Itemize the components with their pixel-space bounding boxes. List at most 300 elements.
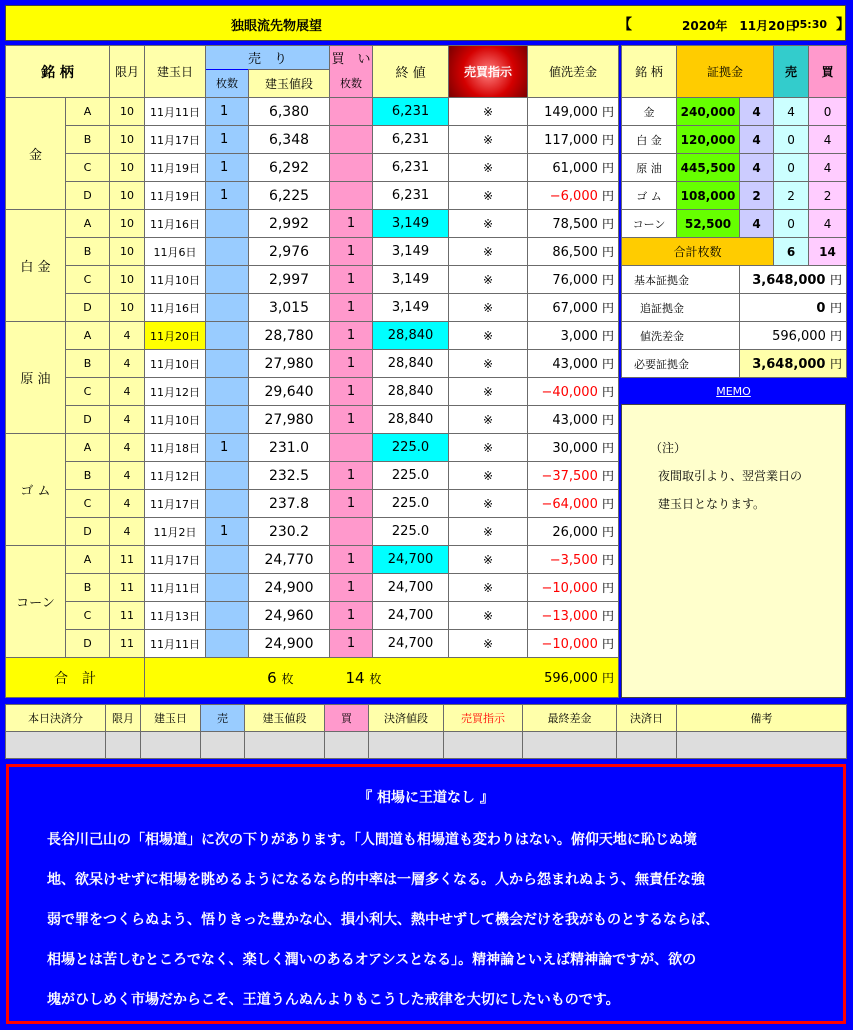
- row-signal[interactable]: ※: [449, 490, 528, 518]
- margin-buy: 4: [809, 154, 847, 182]
- settle-header: 売買指示: [444, 705, 523, 732]
- row-buy-count: 1: [330, 602, 373, 630]
- row-month: 4: [110, 490, 145, 518]
- yen-unit: 円: [602, 581, 615, 595]
- yen-unit: 円: [602, 671, 615, 685]
- yen-unit: 円: [602, 189, 615, 203]
- basic-margin: [740, 266, 847, 294]
- margin-row: [622, 98, 847, 126]
- totals-spacer: [449, 658, 528, 698]
- settle-cell[interactable]: [325, 732, 369, 759]
- yen-unit: 円: [602, 469, 615, 483]
- row-open-date: 11月11日: [145, 630, 206, 658]
- row-month: 11: [110, 546, 145, 574]
- totals-buy-value: 14: [345, 668, 365, 687]
- row-month: 11: [110, 574, 145, 602]
- row-diff-value: 78,500: [552, 217, 598, 232]
- row-signal[interactable]: ※: [449, 434, 528, 462]
- row-buy-count: 1: [330, 238, 373, 266]
- row-diff: [528, 266, 619, 294]
- row-letter: C: [66, 266, 110, 294]
- header-month: 限月: [110, 46, 145, 98]
- row-close: 24,700: [373, 630, 449, 658]
- row-diff: [528, 602, 619, 630]
- settle-header: 建玉日: [141, 705, 201, 732]
- row-close: 3,149: [373, 210, 449, 238]
- row-open-price: 29,640: [249, 378, 330, 406]
- row-signal[interactable]: ※: [449, 406, 528, 434]
- row-open-price: 2,992: [249, 210, 330, 238]
- row-close: 3,149: [373, 266, 449, 294]
- yen-unit: 円: [602, 385, 615, 399]
- margin-row: [622, 154, 847, 182]
- row-open-price: 28,780: [249, 322, 330, 350]
- table-row: [6, 518, 619, 546]
- totals-label: 合 計: [6, 658, 145, 698]
- row-diff: [528, 546, 619, 574]
- mark-value: 596,000: [772, 329, 826, 344]
- row-open-price: 3,015: [249, 294, 330, 322]
- row-sell-count: 1: [206, 126, 249, 154]
- row-diff-value: 26,000: [552, 525, 598, 540]
- settle-header: 決済値段: [369, 705, 444, 732]
- row-signal[interactable]: ※: [449, 546, 528, 574]
- row-signal[interactable]: ※: [449, 126, 528, 154]
- row-close: 28,840: [373, 350, 449, 378]
- row-buy-count: 1: [330, 406, 373, 434]
- settle-header: 最終差金: [523, 705, 617, 732]
- row-diff-value: −6,000: [549, 189, 598, 204]
- row-open-price: 2,976: [249, 238, 330, 266]
- row-month: 10: [110, 210, 145, 238]
- yen-unit: 円: [602, 105, 615, 119]
- yen-unit: 円: [602, 245, 615, 259]
- row-diff: [528, 490, 619, 518]
- row-letter: D: [66, 294, 110, 322]
- row-buy-count: 1: [330, 630, 373, 658]
- row-open-price: 237.8: [249, 490, 330, 518]
- row-letter: A: [66, 434, 110, 462]
- row-buy-count: [330, 98, 373, 126]
- row-signal[interactable]: ※: [449, 350, 528, 378]
- table-row: [6, 294, 619, 322]
- row-open-date: 11月19日: [145, 154, 206, 182]
- row-signal[interactable]: ※: [449, 154, 528, 182]
- row-open-price: 24,900: [249, 630, 330, 658]
- table-row: [6, 602, 619, 630]
- row-diff: [528, 294, 619, 322]
- margin-count: 4: [740, 126, 774, 154]
- row-letter: D: [66, 518, 110, 546]
- row-open-date: 11月18日: [145, 434, 206, 462]
- yen-unit: 円: [602, 301, 615, 315]
- settle-header: 決済日: [617, 705, 677, 732]
- row-signal[interactable]: ※: [449, 182, 528, 210]
- row-signal[interactable]: ※: [449, 462, 528, 490]
- row-open-price: 6,292: [249, 154, 330, 182]
- margin-row: [622, 210, 847, 238]
- margin-count: 4: [740, 98, 774, 126]
- row-signal[interactable]: ※: [449, 294, 528, 322]
- row-month: 4: [110, 350, 145, 378]
- settle-header: 本日決済分: [6, 705, 106, 732]
- row-diff-value: 30,000: [552, 441, 598, 456]
- settle-header: 限月: [106, 705, 141, 732]
- extra-margin-label: 追証拠金: [622, 294, 740, 322]
- settle-cell[interactable]: [444, 732, 523, 759]
- row-letter: C: [66, 602, 110, 630]
- quote-line: 塊がひしめく市場だからこそ、王道うんぬんよりもこうした戒律を大切にしたいものです。: [47, 992, 620, 1008]
- settle-cell[interactable]: [523, 732, 617, 759]
- row-month: 4: [110, 322, 145, 350]
- row-open-date: 11月11日: [145, 574, 206, 602]
- margin-count: 2: [740, 182, 774, 210]
- header-time: 05:30: [792, 18, 828, 31]
- totals-sell-value: 6: [267, 668, 277, 687]
- row-month: 10: [110, 154, 145, 182]
- header-close: 終 値: [373, 46, 449, 98]
- totals-diff: [528, 658, 619, 698]
- row-diff: [528, 378, 619, 406]
- settle-cell[interactable]: [106, 732, 141, 759]
- row-diff: [528, 406, 619, 434]
- settle-cell[interactable]: [141, 732, 201, 759]
- row-close: 6,231: [373, 154, 449, 182]
- yen-unit: 円: [830, 301, 843, 315]
- margin-brand: コーン: [622, 210, 677, 238]
- positions-table: [5, 45, 619, 698]
- row-close: 24,700: [373, 546, 449, 574]
- settle-header: 買: [325, 705, 369, 732]
- row-diff: [528, 210, 619, 238]
- row-buy-count: 1: [330, 574, 373, 602]
- row-close: 28,840: [373, 378, 449, 406]
- header-signal: 売買指示: [449, 46, 528, 98]
- header-buy: 買 い: [330, 46, 373, 70]
- app-title: 独眼流先物展望: [231, 19, 323, 34]
- extra-margin: [740, 294, 847, 322]
- row-sell-count: [206, 490, 249, 518]
- basic-margin-label: 基本証拠金: [622, 266, 740, 294]
- brand-name: 金: [6, 98, 66, 210]
- row-signal[interactable]: ※: [449, 322, 528, 350]
- header-diff: 値洗差金: [528, 46, 619, 98]
- table-row: [6, 462, 619, 490]
- row-diff: [528, 434, 619, 462]
- mark: [740, 322, 847, 350]
- row-diff: [528, 98, 619, 126]
- row-diff-value: 3,000: [560, 329, 598, 344]
- row-buy-count: 1: [330, 294, 373, 322]
- row-buy-count: 1: [330, 350, 373, 378]
- row-sell-count: 1: [206, 434, 249, 462]
- row-buy-count: 1: [330, 546, 373, 574]
- settle-cell[interactable]: [201, 732, 245, 759]
- row-sell-count: 1: [206, 182, 249, 210]
- settle-header: 売: [201, 705, 245, 732]
- row-diff-value: −10,000: [541, 581, 598, 596]
- row-buy-count: [330, 518, 373, 546]
- row-open-date: 11月17日: [145, 126, 206, 154]
- table-row: [6, 546, 619, 574]
- row-open-date: 11月17日: [145, 490, 206, 518]
- row-buy-count: 1: [330, 378, 373, 406]
- row-sell-count: [206, 574, 249, 602]
- row-buy-count: 1: [330, 462, 373, 490]
- row-open-price: 27,980: [249, 406, 330, 434]
- row-close: 6,231: [373, 98, 449, 126]
- totals-buy-unit: 枚: [369, 671, 382, 686]
- settle-cell[interactable]: [369, 732, 444, 759]
- settle-cell[interactable]: [617, 732, 677, 759]
- margin-sell: 0: [774, 154, 809, 182]
- row-signal[interactable]: ※: [449, 630, 528, 658]
- row-sell-count: [206, 238, 249, 266]
- yen-unit: 円: [602, 525, 615, 539]
- row-letter: A: [66, 210, 110, 238]
- row-open-date: 11月10日: [145, 266, 206, 294]
- totals-buy: [330, 658, 449, 698]
- row-diff: [528, 238, 619, 266]
- row-signal[interactable]: ※: [449, 210, 528, 238]
- row-diff: [528, 182, 619, 210]
- yen-unit: 円: [602, 637, 615, 651]
- row-close: 225.0: [373, 518, 449, 546]
- row-open-date: 11月12日: [145, 462, 206, 490]
- table-row: [6, 574, 619, 602]
- yen-unit: 円: [830, 357, 843, 371]
- row-open-price: 24,900: [249, 574, 330, 602]
- row-month: 4: [110, 462, 145, 490]
- margin-sell: 0: [774, 210, 809, 238]
- row-close: 24,700: [373, 602, 449, 630]
- settle-header: 備考: [677, 705, 847, 732]
- row-open-date: 11月20日: [145, 322, 206, 350]
- row-buy-count: [330, 126, 373, 154]
- extra-margin-row: [622, 294, 847, 322]
- row-open-date: 11月12日: [145, 378, 206, 406]
- row-diff: [528, 126, 619, 154]
- row-letter: B: [66, 350, 110, 378]
- basic-margin-value: 3,648,000: [752, 273, 826, 288]
- row-letter: C: [66, 378, 110, 406]
- row-sell-count: [206, 630, 249, 658]
- row-sell-count: [206, 462, 249, 490]
- memo-note-line1: 夜間取引より、翌営業日の: [658, 469, 803, 483]
- yen-unit: 円: [830, 273, 843, 287]
- table-row: [6, 98, 619, 126]
- header-buy-count: 枚数: [330, 70, 373, 98]
- side-header-buy: 買: [809, 46, 847, 98]
- quote-line: 地、欲呆けせずに相場を眺めるようになるなら的中率は一層多くなる。人から怨まれぬよう、無責任な強: [47, 872, 705, 888]
- row-open-price: 231.0: [249, 434, 330, 462]
- row-month: 4: [110, 406, 145, 434]
- margin-sell: 0: [774, 126, 809, 154]
- extra-margin-value: 0: [816, 301, 826, 316]
- mark-row: [622, 322, 847, 350]
- margin-count: 4: [740, 210, 774, 238]
- table-row: [6, 490, 619, 518]
- yen-unit: 円: [602, 217, 615, 231]
- row-signal[interactable]: ※: [449, 378, 528, 406]
- table-row: [6, 434, 619, 462]
- row-close: 28,840: [373, 322, 449, 350]
- row-month: 10: [110, 238, 145, 266]
- yen-unit: 円: [602, 553, 615, 567]
- table-row: [6, 210, 619, 238]
- brand-name: 白 金: [6, 210, 66, 322]
- row-letter: B: [66, 462, 110, 490]
- row-close: 6,231: [373, 126, 449, 154]
- row-open-date: 11月13日: [145, 602, 206, 630]
- brand-name: 原 油: [6, 322, 66, 434]
- table-row: [6, 406, 619, 434]
- row-open-price: 2,997: [249, 266, 330, 294]
- table-row: [6, 350, 619, 378]
- table-row: [6, 266, 619, 294]
- header-sell-count: 枚数: [206, 70, 249, 98]
- quote-line: 相場とは苦しむところでなく、楽しく潤いのあるオアシスとなる」。精神論といえば精神論ですが、欲の: [47, 952, 697, 968]
- header-open-date: 建玉日: [145, 46, 206, 98]
- header-date: 2020年 11月20日: [682, 19, 797, 33]
- row-sell-count: 1: [206, 518, 249, 546]
- row-diff: [528, 518, 619, 546]
- row-diff-value: 67,000: [552, 301, 598, 316]
- row-open-date: 11月10日: [145, 350, 206, 378]
- row-buy-count: 1: [330, 322, 373, 350]
- yen-unit: 円: [602, 441, 615, 455]
- margin-amount: 445,500: [677, 154, 740, 182]
- margin-brand: 原 油: [622, 154, 677, 182]
- row-diff-value: 86,500: [552, 245, 598, 260]
- quote-line: 弱で罪をつくらぬよう、悟りきった豊かな心、損小利大、熱中せずして機会だけを我がものとするならば、: [47, 912, 719, 928]
- row-month: 4: [110, 378, 145, 406]
- row-buy-count: [330, 434, 373, 462]
- row-signal[interactable]: ※: [449, 238, 528, 266]
- yen-unit: 円: [602, 357, 615, 371]
- table-row: [6, 154, 619, 182]
- row-open-date: 11月19日: [145, 182, 206, 210]
- row-letter: B: [66, 574, 110, 602]
- row-signal[interactable]: ※: [449, 602, 528, 630]
- table-row: [6, 630, 619, 658]
- mark-label: 値洗差金: [622, 322, 740, 350]
- row-open-price: 232.5: [249, 462, 330, 490]
- row-diff: [528, 574, 619, 602]
- totals-diff-value: 596,000: [544, 671, 598, 686]
- margin-brand: 金: [622, 98, 677, 126]
- row-signal[interactable]: ※: [449, 518, 528, 546]
- row-diff-value: −64,000: [541, 497, 598, 512]
- row-open-date: 11月10日: [145, 406, 206, 434]
- row-letter: A: [66, 322, 110, 350]
- row-letter: A: [66, 98, 110, 126]
- row-open-date: 11月16日: [145, 294, 206, 322]
- bracket-open: 【: [618, 17, 632, 33]
- row-sell-count: 1: [206, 154, 249, 182]
- row-month: 10: [110, 294, 145, 322]
- row-open-price: 6,225: [249, 182, 330, 210]
- margin-buy: 4: [809, 210, 847, 238]
- row-diff-value: −40,000: [541, 385, 598, 400]
- row-signal[interactable]: ※: [449, 266, 528, 294]
- row-letter: B: [66, 238, 110, 266]
- settlement-table: [5, 704, 847, 759]
- row-diff-value: −37,500: [541, 469, 598, 484]
- row-close: 28,840: [373, 406, 449, 434]
- row-signal[interactable]: ※: [449, 574, 528, 602]
- row-diff-value: 117,000: [544, 133, 598, 148]
- margin-total-row: [622, 238, 847, 266]
- margin-amount: 52,500: [677, 210, 740, 238]
- row-letter: D: [66, 182, 110, 210]
- margin-row: [622, 126, 847, 154]
- row-diff-value: −3,500: [549, 553, 598, 568]
- row-sell-count: [206, 378, 249, 406]
- margin-sell: 4: [774, 98, 809, 126]
- table-row: [6, 322, 619, 350]
- yen-unit: 円: [602, 133, 615, 147]
- row-sell-count: [206, 350, 249, 378]
- yen-unit: 円: [602, 497, 615, 511]
- margin-buy: 2: [809, 182, 847, 210]
- memo-link[interactable]: MEMO: [716, 385, 751, 398]
- margin-amount: 108,000: [677, 182, 740, 210]
- header-brand: 銘 柄: [6, 46, 110, 98]
- margin-brand: ゴ ム: [622, 182, 677, 210]
- row-letter: D: [66, 406, 110, 434]
- row-open-date: 11月6日: [145, 238, 206, 266]
- totals-row: [6, 658, 619, 698]
- row-close: 225.0: [373, 434, 449, 462]
- quote-box: [6, 764, 846, 1024]
- row-diff: [528, 630, 619, 658]
- row-month: 11: [110, 630, 145, 658]
- memo-note-line2: 建玉日となります。: [658, 497, 766, 511]
- title-bar: [5, 5, 850, 41]
- row-month: 4: [110, 434, 145, 462]
- row-buy-count: [330, 182, 373, 210]
- row-signal[interactable]: ※: [449, 98, 528, 126]
- settle-cell[interactable]: [245, 732, 325, 759]
- row-open-price: 6,348: [249, 126, 330, 154]
- row-open-date: 11月16日: [145, 210, 206, 238]
- row-month: 10: [110, 266, 145, 294]
- row-diff-value: 149,000: [544, 105, 598, 120]
- row-diff-value: 43,000: [552, 357, 598, 372]
- row-diff-value: 43,000: [552, 413, 598, 428]
- margin-amount: 120,000: [677, 126, 740, 154]
- row-sell-count: [206, 266, 249, 294]
- row-diff: [528, 462, 619, 490]
- row-buy-count: 1: [330, 266, 373, 294]
- margin-total-label: 合計枚数: [622, 238, 774, 266]
- settle-cell[interactable]: [677, 732, 847, 759]
- row-open-price: 6,380: [249, 98, 330, 126]
- settle-cell[interactable]: [6, 732, 106, 759]
- row-sell-count: [206, 322, 249, 350]
- table-row: [6, 182, 619, 210]
- margin-buy: 4: [809, 126, 847, 154]
- yen-unit: 円: [602, 273, 615, 287]
- header-sell: 売 り: [206, 46, 330, 70]
- row-close: 3,149: [373, 294, 449, 322]
- required-margin-label: 必要証拠金: [622, 350, 740, 378]
- margin-total-sell: 6: [774, 238, 809, 266]
- row-close: 225.0: [373, 490, 449, 518]
- row-close: 3,149: [373, 238, 449, 266]
- row-diff-value: 76,000: [552, 273, 598, 288]
